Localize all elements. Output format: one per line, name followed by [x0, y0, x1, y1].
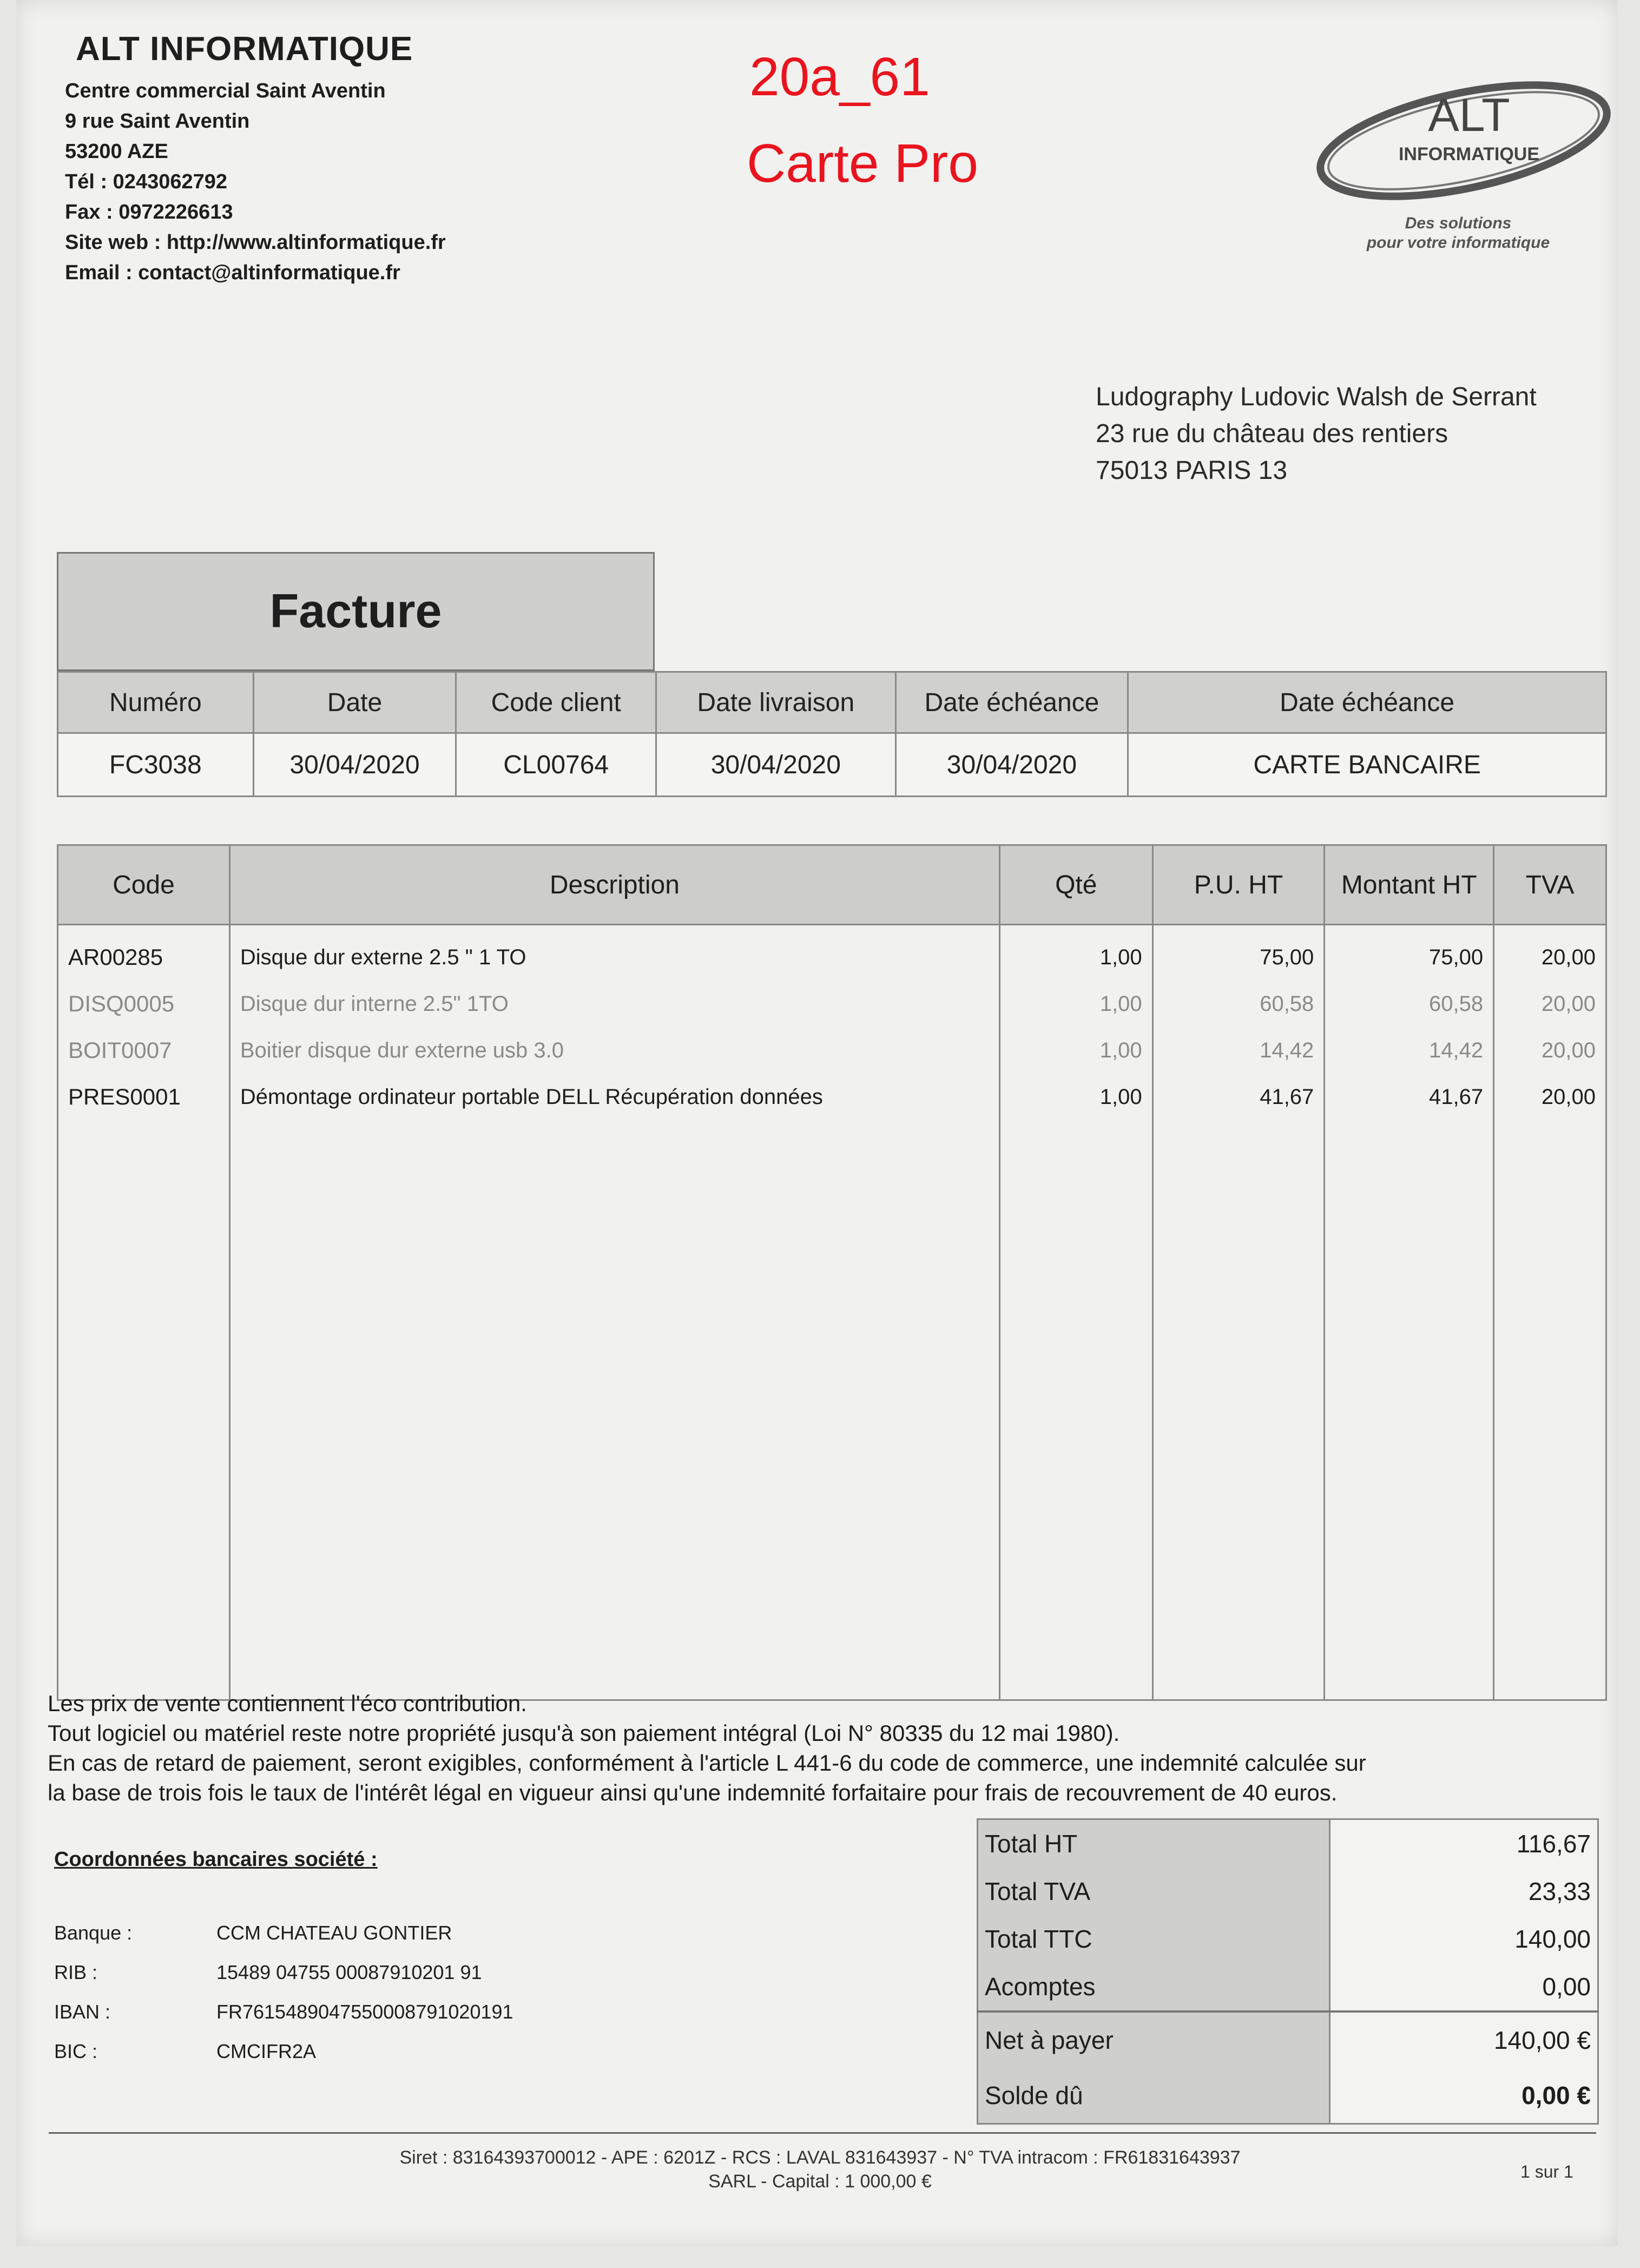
company-address — [65, 76, 446, 288]
total-ht-label: Total HT — [978, 1819, 1330, 1868]
meta-number: FC3038 — [58, 733, 254, 797]
bank-value: CCM CHATEAU GONTIER — [216, 1922, 452, 1944]
item-vat: 20,00 — [1494, 1027, 1606, 1074]
meta-header-payment: Date échéance — [1128, 672, 1606, 733]
table-row — [58, 1074, 1606, 1120]
meta-header-row — [58, 672, 1606, 733]
legal-line: Les prix de vente contiennent l'éco contribution. — [48, 1691, 527, 1716]
bank-label: RIB : — [54, 1961, 98, 1983]
item-amount: 41,67 — [1325, 1074, 1494, 1120]
item-description: Disque dur externe 2.5 " 1 TO — [229, 925, 999, 981]
solde-label: Solde dû — [978, 2068, 1330, 2124]
legal-line: la base de trois fois le taux de l'intérêt légal en vigueur ainsi qu'une indemnité forfaitaire pour frais de recouvrement de 40 euros. — [48, 1780, 1338, 1805]
net-value: 140,00 € — [1330, 2011, 1598, 2068]
meta-header-delivery-date: Date livraison — [656, 672, 896, 733]
total-ttc-value: 140,00 — [1330, 1915, 1598, 1963]
item-amount: 75,00 — [1325, 925, 1494, 981]
company-website: Site web : http://www.altinformatique.fr — [65, 231, 446, 254]
items-header-description: Description — [229, 845, 999, 925]
meta-header-client-code: Code client — [456, 672, 656, 733]
bank-value: CMCIFR2A — [216, 2040, 317, 2062]
bank-label: IBAN : — [54, 2001, 111, 2023]
item-qty: 1,00 — [999, 981, 1152, 1027]
item-qty: 1,00 — [999, 1027, 1152, 1074]
logo-small-text: INFORMATIQUE — [1398, 144, 1540, 165]
company-phone: Tél : 0243062792 — [65, 170, 228, 193]
total-tva-label: Total TVA — [978, 1868, 1330, 1915]
meta-header-date: Date — [253, 672, 456, 733]
net-label: Net à payer — [978, 2011, 1330, 2068]
company-fax: Fax : 0972226613 — [65, 201, 233, 223]
invoice-title: Facture — [269, 584, 442, 637]
acomptes-value: 0,00 — [1330, 1963, 1598, 2011]
meta-client-code: CL00764 — [456, 733, 656, 797]
bank-row-iban — [54, 1992, 513, 2032]
items-header-amount: Montant HT — [1325, 845, 1494, 925]
item-unit-price: 14,42 — [1152, 1027, 1325, 1074]
items-header-qty: Qté — [999, 845, 1152, 925]
bank-value: FR7615489047550008791020191 — [216, 2001, 513, 2023]
item-unit-price: 75,00 — [1152, 925, 1325, 981]
item-vat: 20,00 — [1494, 925, 1606, 981]
recipient-street: 23 rue du château des rentiers — [1096, 419, 1448, 448]
meta-delivery-date: 30/04/2020 — [656, 733, 896, 797]
item-description: Boitier disque dur externe usb 3.0 — [229, 1027, 999, 1074]
annotation-code: 20a_61 — [749, 47, 930, 107]
recipient-city: 75013 PARIS 13 — [1096, 456, 1288, 485]
footer-legal-ids: Siret : 83164393700012 - APE : 6201Z - RCS : LAVAL 831643937 - N° TVA intracom : FR61831643937 — [399, 2147, 1241, 2168]
logo-tagline-line: Des solutions — [1405, 214, 1512, 232]
recipient-name: Ludography Ludovic Walsh de Serrant — [1096, 383, 1537, 411]
acomptes-row — [978, 1963, 1598, 2011]
item-unit-price: 60,58 — [1152, 981, 1325, 1027]
bank-details-title: Coordonnées bancaires société : — [54, 1848, 378, 1871]
total-ttc-label: Total TTC — [978, 1915, 1330, 1963]
legal-notice — [48, 1688, 1366, 1807]
bank-label: BIC : — [54, 2040, 98, 2062]
legal-line: En cas de retard de paiement, seront exigibles, conformément à l'article L 441-6 du code de commerce, une indemnité calculée sur — [48, 1750, 1366, 1776]
logo-tagline — [1315, 214, 1602, 253]
company-address-line: Centre commercial Saint Aventin — [65, 80, 386, 102]
bank-value: 15489 04755 00087910201 91 — [216, 1961, 482, 1983]
invoice-title-box — [57, 552, 655, 671]
item-qty: 1,00 — [999, 1074, 1152, 1120]
solde-row — [978, 2068, 1598, 2124]
company-address-line: 9 rue Saint Aventin — [65, 110, 250, 133]
bank-row-bic — [54, 2032, 513, 2071]
bank-row-rib — [54, 1953, 513, 1992]
net-row — [978, 2011, 1598, 2068]
items-header-code: Code — [58, 845, 230, 925]
meta-header-number: Numéro — [58, 672, 254, 733]
item-code: BOIT0007 — [58, 1027, 230, 1074]
meta-date: 30/04/2020 — [253, 733, 456, 797]
meta-value-row — [58, 733, 1606, 797]
bank-row-bank — [54, 1913, 513, 1953]
acomptes-label: Acomptes — [978, 1963, 1330, 2011]
company-name: ALT INFORMATIQUE — [76, 30, 413, 68]
meta-payment-method: CARTE BANCAIRE — [1128, 733, 1606, 797]
logo-big-text: ALT — [1428, 89, 1510, 141]
table-row — [58, 925, 1606, 981]
recipient-address — [1096, 379, 1537, 489]
total-ht-row — [978, 1819, 1598, 1868]
company-address-line: 53200 AZE — [65, 140, 168, 163]
totals-table — [977, 1818, 1599, 2125]
total-ht-value: 116,67 — [1330, 1819, 1598, 1868]
total-ttc-row — [978, 1915, 1598, 1963]
item-amount: 60,58 — [1325, 981, 1494, 1027]
legal-line: Tout logiciel ou matériel reste notre propriété jusqu'à son paiement intégral (Loi N° 80335 du 12 mai 1980). — [48, 1720, 1120, 1746]
total-tva-row — [978, 1868, 1598, 1915]
item-code: DISQ0005 — [58, 981, 230, 1027]
item-code: AR00285 — [58, 925, 230, 981]
footer — [0, 2146, 1640, 2193]
table-empty-space — [58, 1120, 1606, 1700]
items-header-row — [58, 845, 1606, 925]
logo-tagline-line: pour votre informatique — [1366, 234, 1550, 252]
table-row — [58, 1027, 1606, 1074]
item-unit-price: 41,67 — [1152, 1074, 1325, 1120]
solde-value: 0,00 € — [1330, 2068, 1598, 2124]
item-vat: 20,00 — [1494, 1074, 1606, 1120]
item-vat: 20,00 — [1494, 981, 1606, 1027]
item-amount: 14,42 — [1325, 1027, 1494, 1074]
total-tva-value: 23,33 — [1330, 1868, 1598, 1915]
company-email: Email : contact@altinformatique.fr — [65, 261, 400, 284]
items-header-unit-price: P.U. HT — [1152, 845, 1325, 925]
meta-due-date: 30/04/2020 — [895, 733, 1128, 797]
annotation-label: Carte Pro — [747, 133, 978, 194]
bank-details — [54, 1913, 513, 2071]
invoice-meta-table — [57, 671, 1607, 797]
bank-label: Banque : — [54, 1922, 133, 1944]
item-description: Démontage ordinateur portable DELL Récupération données — [229, 1074, 999, 1120]
item-code: PRES0001 — [58, 1074, 230, 1120]
table-row — [58, 981, 1606, 1027]
items-header-vat: TVA — [1494, 845, 1606, 925]
footer-divider — [49, 2132, 1596, 2134]
footer-capital: SARL - Capital : 1 000,00 € — [708, 2171, 932, 2192]
page-number: 1 sur 1 — [1520, 2162, 1573, 2181]
item-qty: 1,00 — [999, 925, 1152, 981]
items-table — [57, 844, 1607, 1701]
item-description: Disque dur interne 2.5" 1TO — [229, 981, 999, 1027]
meta-header-due-date: Date échéance — [895, 672, 1128, 733]
